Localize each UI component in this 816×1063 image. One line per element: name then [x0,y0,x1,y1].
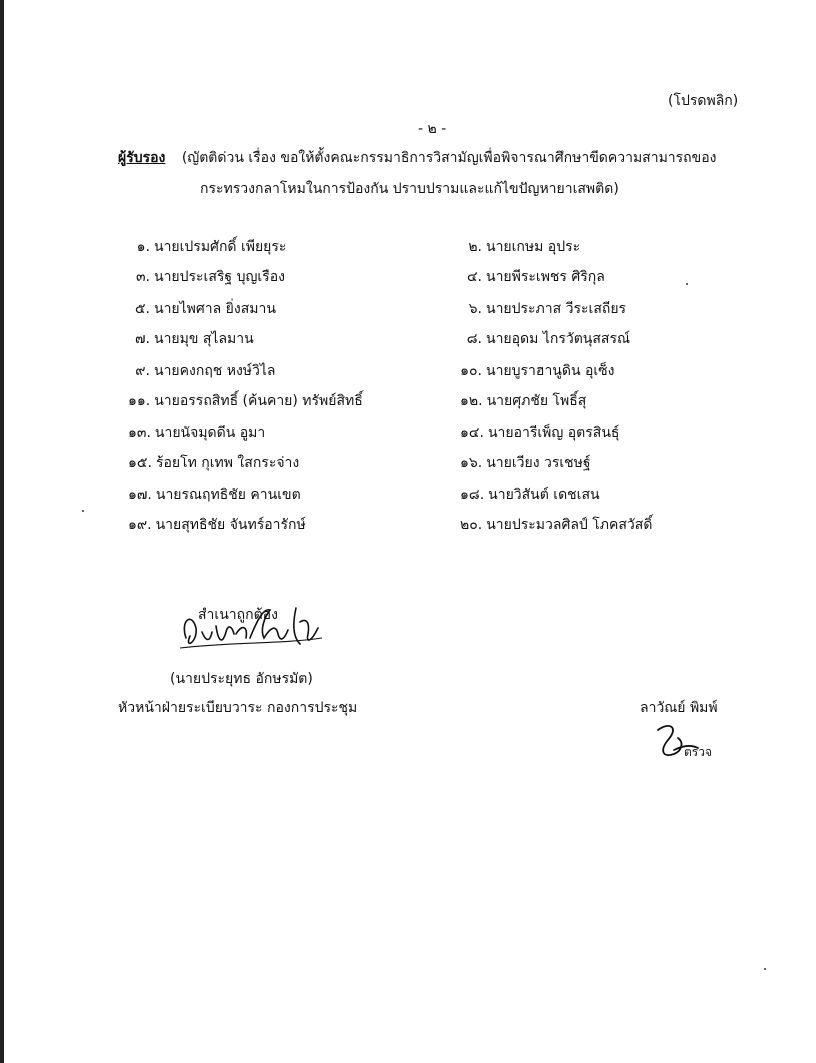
sponsors-label: ผู้รับรอง [118,150,166,166]
list-item: ๑๒. นายศุภชัย โพธิ์สุ [460,393,587,409]
signer-title: หัวหน้าฝ่ายระเบียบวาระ กองการประชุม [118,700,358,716]
list-item: ๙. นายคงกฤช หงษ์วิไล [135,363,276,379]
list-item: ๗. นายมุข สุไลมาน [135,331,254,347]
checked-label: ตรวจ [684,745,713,759]
please-turn-note: (โปรดพลิก) [668,93,739,109]
list-item: ๘. นายอุดม ไกรวัตนุสสรณ์ [466,331,630,347]
list-item: ๑๙. นายสุทธิชัย จันทร์อารักษ์ [128,517,306,533]
list-item: ๑๗. นายรณฤทธิชัย คานเขต [128,487,301,503]
list-item: ๑. นายเปรมศักดิ์ เพียยุระ [136,239,287,255]
list-item: ๑๐. นายบูราฮานูดิน อุเซ็ง [460,363,615,379]
list-item: ๑๘. นายวิสันต์ เดชเสน [460,487,600,503]
scan-speck [82,510,84,512]
motion-title-line1: (ญัตติด่วน เรื่อง ขอให้ตั้งคณะกรรมาธิการวิสามัญเพื่อพิจารณาศึกษาขีดความสามารถของ [181,150,717,166]
list-item: ๑๔. นายอารีเพ็ญ อุตรสินธุ์ [460,425,620,441]
motion-title-line2: กระทรวงกลาโหมในการป้องกัน ปราบปรามและแก้ไขปัญหายาเสพติด) [200,181,619,197]
list-item: ๖. นายประภาส วีระเสถียร [468,301,627,317]
scan-speck [764,968,766,970]
list-item: ๑๑. นายอรรถสิทธิ์ (ค้นคาย) ทรัพย์สิทธิ์ [128,393,363,409]
signer-name: (นายประยุทธ อักษรมัต) [170,671,313,687]
copy-certified-label: สำเนาถูกต้อง [198,607,278,623]
list-item: ๒๐. นายประมวลศิลป์ โภคสวัสดิ์ [460,517,653,533]
list-item: ๔. นายพีระเพชร ศิริกุล [466,269,605,285]
list-item: ๒. นายเกษม อุประ [468,239,581,255]
list-item: ๑๖. นายเวียง วรเชษฐ์ [460,455,591,471]
signature-image [172,598,332,660]
sponsors-heading [118,147,716,169]
typist-name: ลาวัณย์ พิมพ์ [640,700,718,716]
list-item: ๑๕. ร้อยโท กุเทพ ใสกระจ่าง [128,455,300,471]
scan-speck [686,283,688,285]
page-number: - ๒ - [418,121,447,137]
list-item: ๑๓. นายนัจมุดดีน อูมา [128,425,266,441]
scan-edge [0,0,4,1063]
list-item: ๓. นายประเสริฐ บุญเรือง [135,269,285,285]
list-item: ๕. นายไพศาล ยิ่งสมาน [134,301,276,317]
